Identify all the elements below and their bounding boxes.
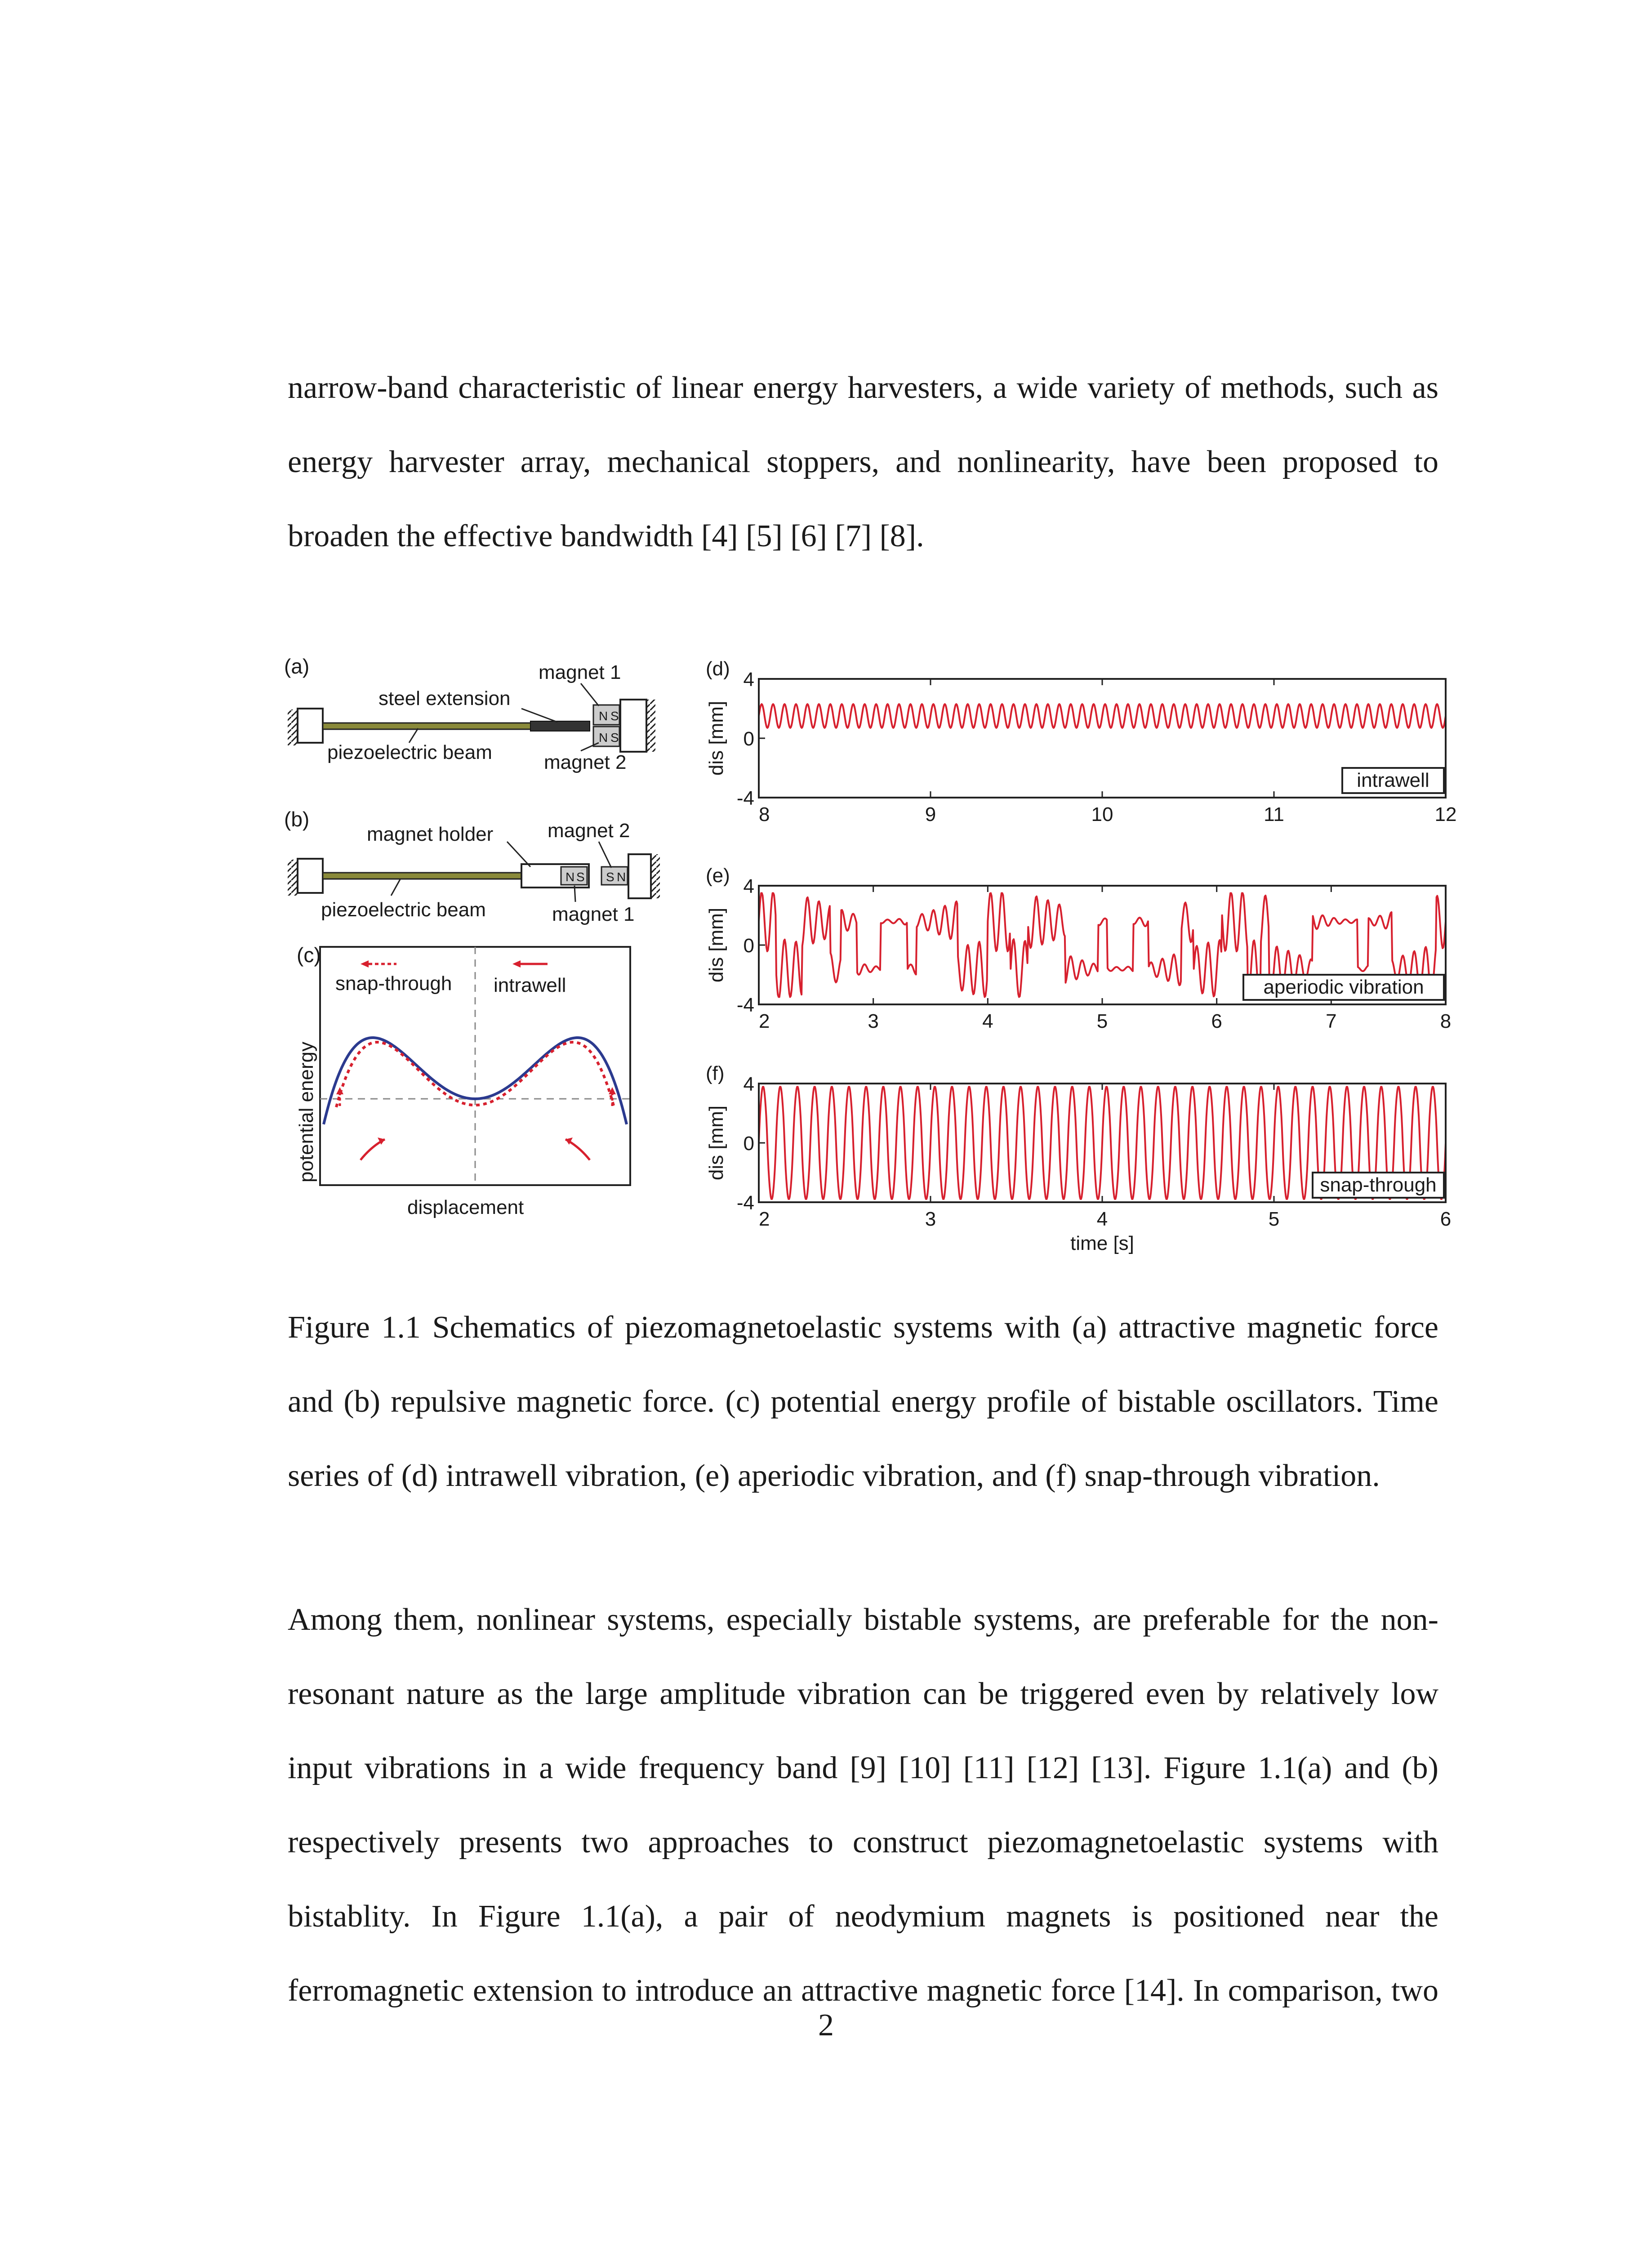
piezoelectric-beam bbox=[323, 723, 539, 729]
text-line: energy harvester array, mechanical stoppers, and nonlinearity, have been proposed to bbox=[288, 445, 1438, 479]
text-line: bistablity. In Figure 1.1(a), a pair of neodymium magnets is positioned near the bbox=[288, 1899, 1438, 1934]
magnet-pole-label: N bbox=[599, 709, 608, 723]
mount-hatch bbox=[651, 854, 660, 898]
y-tick-label: -4 bbox=[736, 787, 754, 809]
panel-f bbox=[705, 1062, 1451, 1254]
magnet-pole-label: N bbox=[617, 870, 626, 884]
paragraph-top bbox=[288, 351, 1438, 573]
text-line: narrow-band characteristic of linear energy harvesters, a wide variety of methods, such as bbox=[288, 370, 1438, 405]
y-tick-label: -4 bbox=[736, 1192, 754, 1214]
x-tick-label: 4 bbox=[1096, 1208, 1108, 1230]
leader-line bbox=[599, 842, 611, 868]
steel-extension bbox=[530, 721, 590, 731]
clamp-hatch bbox=[288, 860, 298, 896]
x-tick-label: 3 bbox=[925, 1208, 936, 1230]
leader-line bbox=[574, 886, 575, 902]
x-tick-label: 4 bbox=[982, 1010, 993, 1032]
caption-line: series of (d) intrawell vibration, (e) aperiodic vibration, and (f) snap-through vibration. bbox=[288, 1459, 1380, 1493]
magnet-mount bbox=[620, 700, 646, 752]
y-axis-label: dis [mm] bbox=[705, 907, 727, 983]
panel-a bbox=[284, 655, 655, 773]
label-steel-extension: steel extension bbox=[378, 687, 511, 709]
y-tick-label: 4 bbox=[743, 1073, 754, 1095]
x-tick-label: 10 bbox=[1091, 803, 1113, 825]
y-tick-label: 4 bbox=[743, 669, 754, 691]
x-tick-label: 2 bbox=[759, 1208, 770, 1230]
y-tick-label: 0 bbox=[743, 728, 754, 750]
panel-c-label: (c) bbox=[297, 943, 321, 967]
page-number: 2 bbox=[818, 2008, 834, 2043]
panel-e-label: (e) bbox=[706, 865, 730, 887]
label-magnet-holder: magnet holder bbox=[367, 823, 494, 845]
text-line: ferromagnetic extension to introduce an attractive magnetic force [14]. In comparison, two bbox=[288, 1973, 1438, 2008]
label-magnet-1: magnet 1 bbox=[539, 661, 621, 683]
leader-line bbox=[391, 879, 400, 896]
x-tick-label: 6 bbox=[1211, 1010, 1222, 1032]
panel-c bbox=[295, 943, 630, 1218]
annotation-label: aperiodic vibration bbox=[1263, 976, 1424, 998]
legend-label-intrawell: intrawell bbox=[494, 974, 566, 996]
magnet-pole-label: N bbox=[566, 870, 575, 884]
caption-line: and (b) repulsive magnetic force. (c) potential energy profile of bistable oscillators. Time bbox=[288, 1384, 1438, 1419]
x-tick-label: 11 bbox=[1264, 803, 1284, 825]
panel-d bbox=[705, 658, 1456, 825]
leader-line bbox=[581, 683, 599, 706]
y-tick-label: 0 bbox=[743, 1133, 754, 1155]
series-intrawell bbox=[759, 704, 1446, 728]
x-axis-label: time [s] bbox=[1070, 1232, 1134, 1254]
x-tick-label: 7 bbox=[1326, 1010, 1337, 1032]
magnet-pole-label: S bbox=[606, 870, 614, 884]
clamp-block bbox=[298, 709, 323, 743]
annotation-label: intrawell bbox=[1357, 769, 1429, 791]
x-tick-label: 2 bbox=[759, 1010, 770, 1032]
x-tick-label: 8 bbox=[759, 803, 770, 825]
x-tick-label: 9 bbox=[925, 803, 936, 825]
piezoelectric-beam bbox=[323, 873, 534, 879]
magnet-pole-label: S bbox=[576, 870, 585, 884]
arrow-head bbox=[512, 960, 521, 968]
axis-label-displacement: displacement bbox=[407, 1196, 524, 1218]
axis-label-potential-energy: potential energy bbox=[295, 1041, 317, 1182]
x-tick-label: 3 bbox=[868, 1010, 879, 1032]
x-tick-label: 5 bbox=[1096, 1010, 1108, 1032]
text-line: resonant nature as the large amplitude vibration can be triggered even by relatively low bbox=[288, 1677, 1438, 1711]
magnet-pole-label: N bbox=[599, 731, 608, 745]
text-line: broaden the effective bandwidth [4] [5] [6] [7] [8]. bbox=[288, 519, 924, 553]
figure-caption bbox=[288, 1290, 1438, 1513]
magnet-pole-label: S bbox=[610, 731, 619, 745]
y-axis-label: dis [mm] bbox=[705, 700, 727, 776]
clamp-block bbox=[298, 859, 323, 893]
x-tick-label: 8 bbox=[1440, 1010, 1452, 1032]
label-piezoelectric-beam: piezoelectric beam bbox=[321, 899, 486, 921]
panel-d-label: (d) bbox=[706, 658, 730, 680]
time-series-panels bbox=[705, 658, 1456, 1254]
y-tick-label: -4 bbox=[736, 994, 754, 1016]
panel-e bbox=[705, 865, 1451, 1032]
leader-line bbox=[409, 728, 418, 743]
magnet-mount bbox=[628, 854, 651, 898]
label-magnet-2: magnet 2 bbox=[544, 751, 627, 773]
paragraph-bottom bbox=[288, 1583, 1438, 2028]
text-line: input vibrations in a wide frequency band [9] [10] [11] [12] [13]. Figure 1.1(a) and (b) bbox=[288, 1751, 1438, 1785]
label-magnet-1: magnet 1 bbox=[552, 903, 635, 925]
label-magnet-2: magnet 2 bbox=[548, 820, 630, 842]
magnet-pole-label: S bbox=[610, 709, 619, 723]
panel-f-label: (f) bbox=[706, 1062, 725, 1084]
panel-a-label: (a) bbox=[284, 655, 310, 678]
panel-b bbox=[284, 807, 660, 925]
annotation-label: snap-through bbox=[1320, 1174, 1437, 1196]
caption-line: Figure 1.1 Schematics of piezomagnetoelastic systems with (a) attractive magnetic force bbox=[288, 1310, 1438, 1345]
x-tick-label: 5 bbox=[1268, 1208, 1280, 1230]
x-tick-label: 12 bbox=[1434, 803, 1456, 825]
panel-b-label: (b) bbox=[284, 807, 310, 831]
x-tick-label: 6 bbox=[1440, 1208, 1452, 1230]
y-tick-label: 0 bbox=[743, 935, 754, 957]
figure-1-1 bbox=[279, 647, 1456, 1286]
text-line: Among them, nonlinear systems, especially bistable systems, are preferable for the non- bbox=[288, 1602, 1438, 1637]
legend-label-snap-through: snap-through bbox=[335, 972, 452, 995]
text-line: respectively presents two approaches to construct piezomagnetoelastic systems with bbox=[288, 1825, 1438, 1860]
mount-hatch bbox=[646, 700, 655, 752]
leader-line bbox=[521, 709, 557, 722]
clamp-hatch bbox=[288, 709, 298, 745]
arrow-head bbox=[361, 960, 369, 968]
label-piezoelectric-beam: piezoelectric beam bbox=[327, 741, 492, 763]
y-tick-label: 4 bbox=[743, 875, 754, 897]
y-axis-label: dis [mm] bbox=[705, 1105, 727, 1181]
leader-line bbox=[507, 842, 530, 867]
